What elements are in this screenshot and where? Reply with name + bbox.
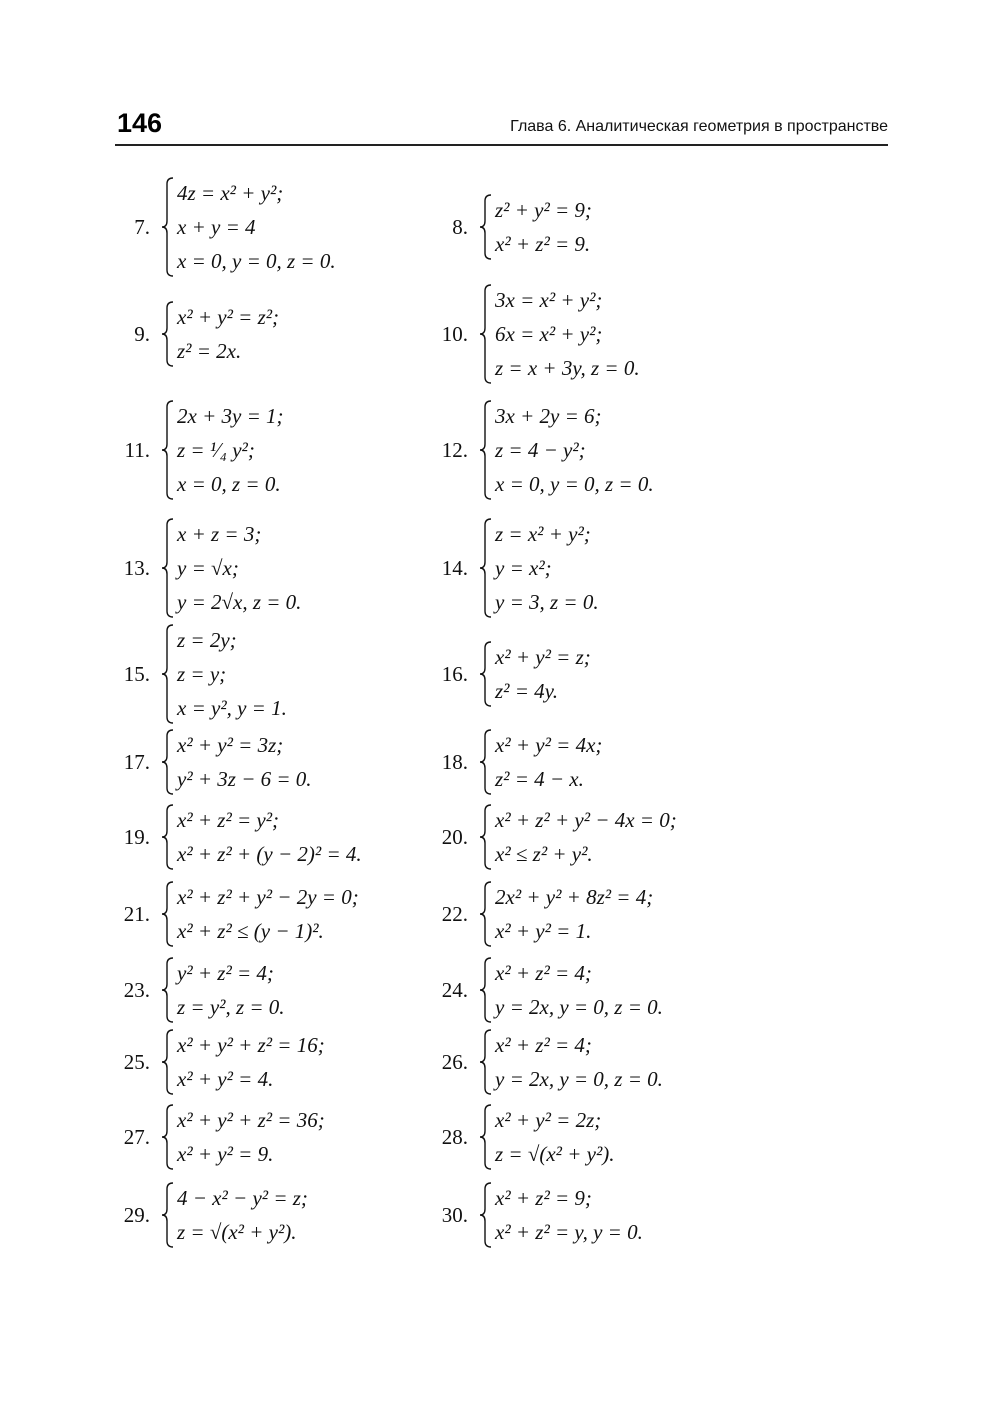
system-brace-icon <box>478 193 493 261</box>
equation-line: x = y², y = 1. <box>177 696 287 720</box>
problem-number: 10. <box>441 321 468 346</box>
equation-line: x² + y² = 3z; <box>177 733 284 757</box>
system-brace-icon <box>478 517 493 619</box>
equation-line: x² + z² = 9. <box>495 232 591 256</box>
equation-line: z = √(x² + y²). <box>177 1220 297 1244</box>
problem-14 <box>440 517 599 619</box>
system-brace-icon <box>478 803 493 871</box>
equation-line: x² + y² = 1. <box>495 919 592 943</box>
equation-line: z = y², z = 0. <box>177 995 285 1019</box>
problem-30 <box>440 1181 643 1249</box>
system-brace-icon <box>160 176 175 278</box>
problem-number: 18. <box>441 749 468 774</box>
problem-15 <box>115 623 287 725</box>
problem-7 <box>115 176 336 278</box>
problem-number: 21. <box>123 901 150 926</box>
equation-line: z = 2y; <box>177 628 237 652</box>
equation-line: z = x² + y²; <box>495 522 591 546</box>
system-brace-icon <box>160 880 175 948</box>
equation-line: x² + z² = y, y = 0. <box>495 1220 643 1244</box>
equation-line: x² ≤ z² + y². <box>495 842 593 866</box>
equation-line: z = y; <box>177 662 227 686</box>
equation-line: z² + y² = 9; <box>495 198 592 222</box>
equation-line: z = ¹⁄₄ y²; <box>177 438 255 462</box>
equation-line: y = x²; <box>495 556 552 580</box>
equation-line: 4z = x² + y²; <box>177 181 284 205</box>
problem-number: 28. <box>441 1124 468 1149</box>
problem-number: 27. <box>123 1124 150 1149</box>
problem-number: 30. <box>441 1202 468 1227</box>
equation-line: x² + z² + (y − 2)² = 4. <box>177 842 362 866</box>
system-brace-icon <box>478 1028 493 1096</box>
equation-line: y = 2x, y = 0, z = 0. <box>495 995 663 1019</box>
equation-line: x² + z² = 9; <box>495 1186 592 1210</box>
system-brace-icon <box>160 1028 175 1096</box>
problem-number: 17. <box>123 749 150 774</box>
equation-line: y = 2√x, z = 0. <box>177 590 302 614</box>
equation-line: 6x = x² + y²; <box>495 322 603 346</box>
equation-line: 2x² + y² + 8z² = 4; <box>495 885 654 909</box>
system-brace-icon <box>478 640 493 708</box>
problem-27 <box>115 1103 325 1171</box>
problem-number: 22. <box>441 901 468 926</box>
system-brace-icon <box>478 880 493 948</box>
equation-line: 3x = x² + y²; <box>495 288 603 312</box>
problem-13 <box>115 517 301 619</box>
system-brace-icon <box>160 623 175 725</box>
header-divider <box>115 144 888 146</box>
equation-line: 3x + 2y = 6; <box>495 404 602 428</box>
problem-20 <box>440 803 677 871</box>
problem-9 <box>115 300 279 368</box>
equation-line: x² + y² = z; <box>495 645 591 669</box>
system-brace-icon <box>160 517 175 619</box>
problem-16 <box>440 640 591 708</box>
problem-number: 20. <box>441 824 468 849</box>
equation-line: z = 4 − y²; <box>495 438 586 462</box>
equation-line: x² + z² ≤ (y − 1)². <box>177 919 324 943</box>
equation-line: x² + y² = 2z; <box>495 1108 602 1132</box>
problem-24 <box>440 956 663 1024</box>
problem-19 <box>115 803 362 871</box>
equation-line: y² + z² = 4; <box>177 961 274 985</box>
equation-line: z = x + 3y, z = 0. <box>495 356 640 380</box>
problem-number: 16. <box>441 661 468 686</box>
problem-number: 23. <box>123 977 150 1002</box>
equation-line: x² + y² = 4. <box>177 1067 274 1091</box>
system-brace-icon <box>478 283 493 385</box>
system-brace-icon <box>160 956 175 1024</box>
equation-line: 4 − x² − y² = z; <box>177 1186 308 1210</box>
equation-line: x + z = 3; <box>177 522 262 546</box>
problem-number: 11. <box>124 437 150 462</box>
equation-line: 2x + 3y = 1; <box>177 404 284 428</box>
page-number: 146 <box>117 108 163 138</box>
problem-22 <box>440 880 653 948</box>
equation-line: x² + z² + y² − 2y = 0; <box>177 885 359 909</box>
problem-29 <box>115 1181 308 1249</box>
equation-line: x² + y² + z² = 16; <box>177 1033 325 1057</box>
problem-number: 25. <box>123 1049 150 1074</box>
chapter-title: Глава 6. Аналитическая геометрия в пространстве <box>510 118 888 135</box>
problem-18 <box>440 728 602 796</box>
problem-number: 19. <box>123 824 150 849</box>
equation-line: z = √(x² + y²). <box>495 1142 615 1166</box>
equation-line: x² + z² = 4; <box>495 961 592 985</box>
problem-17 <box>115 728 312 796</box>
problem-11 <box>115 399 283 501</box>
equation-line: x² + z² = y²; <box>177 808 280 832</box>
problem-number: 26. <box>441 1049 468 1074</box>
problem-number: 13. <box>123 555 150 580</box>
equation-line: x² + y² = 9. <box>177 1142 274 1166</box>
problem-12 <box>440 399 654 501</box>
equation-line: y² + 3z − 6 = 0. <box>177 767 312 791</box>
system-brace-icon <box>478 1181 493 1249</box>
equation-line: y = 3, z = 0. <box>495 590 599 614</box>
problem-number: 8. <box>452 214 468 239</box>
equation-line: z² = 2x. <box>177 339 242 363</box>
equation-line: z² = 4y. <box>495 679 559 703</box>
system-brace-icon <box>160 728 175 796</box>
equation-line: x = 0, y = 0, z = 0. <box>495 472 654 496</box>
system-brace-icon <box>160 1181 175 1249</box>
problem-number: 14. <box>441 555 468 580</box>
system-brace-icon <box>160 803 175 871</box>
equation-line: x + y = 4 <box>177 215 256 239</box>
system-brace-icon <box>160 399 175 501</box>
problem-10 <box>440 283 640 385</box>
system-brace-icon <box>478 956 493 1024</box>
problem-23 <box>115 956 285 1024</box>
equation-line: x² + z² + y² − 4x = 0; <box>495 808 677 832</box>
problem-21 <box>115 880 359 948</box>
problem-26 <box>440 1028 663 1096</box>
problem-28 <box>440 1103 615 1171</box>
equation-line: y = 2x, y = 0, z = 0. <box>495 1067 663 1091</box>
system-brace-icon <box>478 1103 493 1171</box>
equation-line: y = √x; <box>177 556 239 580</box>
problem-number: 29. <box>123 1202 150 1227</box>
system-brace-icon <box>478 399 493 501</box>
system-brace-icon <box>160 300 175 368</box>
equation-line: x² + y² = 4x; <box>495 733 603 757</box>
problem-number: 7. <box>134 214 150 239</box>
equation-line: z² = 4 − x. <box>495 767 584 791</box>
problem-25 <box>115 1028 325 1096</box>
equation-line: x² + z² = 4; <box>495 1033 592 1057</box>
problem-number: 15. <box>123 661 150 686</box>
equation-line: x = 0, z = 0. <box>177 472 281 496</box>
system-brace-icon <box>478 728 493 796</box>
equation-line: x = 0, y = 0, z = 0. <box>177 249 336 273</box>
problem-number: 24. <box>441 977 468 1002</box>
problem-8 <box>440 193 592 261</box>
equation-line: x² + y² = z²; <box>177 305 280 329</box>
equation-line: x² + y² + z² = 36; <box>177 1108 325 1132</box>
system-brace-icon <box>160 1103 175 1171</box>
problem-number: 9. <box>134 321 150 346</box>
problem-number: 12. <box>441 437 468 462</box>
